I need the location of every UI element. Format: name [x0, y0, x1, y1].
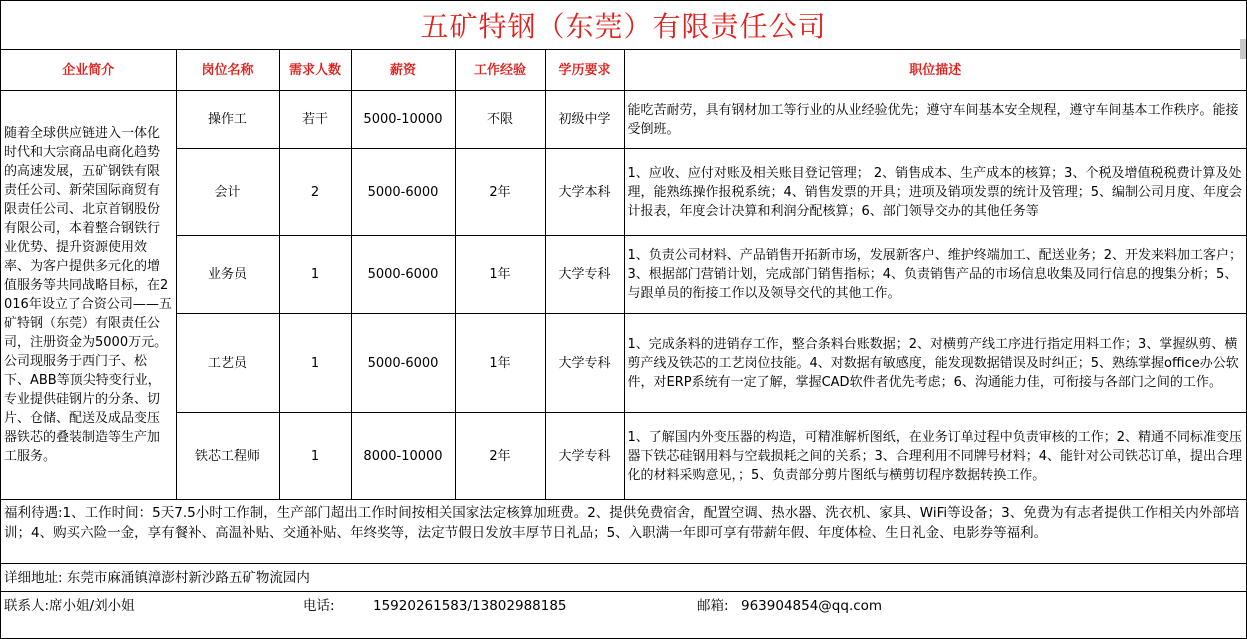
company-title: 五矿特钢（东莞）有限责任公司	[1, 1, 1246, 50]
job-education: 大学专科	[545, 413, 624, 500]
job-salary: 5000-10000	[351, 91, 455, 149]
scrollbar[interactable]	[1240, 39, 1246, 59]
job-count: 2	[279, 149, 351, 236]
contact-row	[1, 592, 1246, 620]
email-label: 邮箱:	[697, 598, 729, 614]
job-name: 工艺员	[176, 314, 279, 413]
header-salary: 薪资	[351, 50, 455, 91]
job-salary: 5000-6000	[351, 236, 455, 314]
table-row	[1, 413, 1246, 500]
job-description: 1、完成条料的进销存工作，整合条料台账数据；2、对横剪产线工序进行指定用料工作；3、掌握纵剪、横剪产线及铁芯的工艺岗位技能。4、对数据有敏感度，能发现数据错误及时纠正；5、熟练掌握office办公软件，对ERP系统有一定了解，掌握CAD软件者优先考虑；6、沟通能力佳，可衔接与各部门之间的工作。	[624, 314, 1246, 413]
company-intro: 随着全球供应链进入一体化时代和大宗商品电商化趋势的高速发展，五矿钢铁有限责任公司、新荣国际商贸有限责任公司、北京首钢股份有限公司，本着整合钢铁行业优势、提升资源使用效率、为客户提供多元化的增值服务等共同战略目标，在2016年设立了合资公司——五矿特钢（东莞）有限责任公司，注册资金为5000万元。公司现服务于西门子、松下、ABB等顶尖特变行业，专业提供硅钢片的分条、切片、仓储、配送及成品变压器铁芯的叠装制造等生产加工服务。	[1, 91, 176, 500]
job-education: 大学专科	[545, 236, 624, 314]
table-row	[1, 149, 1246, 236]
job-education: 初级中学	[545, 91, 624, 149]
job-education: 大学本科	[545, 149, 624, 236]
job-experience: 不限	[455, 91, 545, 149]
header-count: 需求人数	[279, 50, 351, 91]
header-row	[1, 50, 1246, 91]
job-count: 1	[279, 314, 351, 413]
header-education: 学历要求	[545, 50, 624, 91]
header-description: 职位描述	[624, 50, 1246, 91]
header-position: 岗位名称	[176, 50, 279, 91]
email-address: 963904854@qq.com	[741, 598, 883, 614]
job-name: 会计	[176, 149, 279, 236]
header-intro: 企业简介	[1, 50, 176, 91]
header-experience: 工作经验	[455, 50, 545, 91]
job-count: 1	[279, 413, 351, 500]
job-description: 1、了解国内外变压器的构造，可精准解析图纸，在业务订单过程中负责审核的工作；2、精通不同标准变压器下铁芯硅钢用料与空载损耗之间的关系；3、合理利用不同牌号材料；4、能针对公司铁芯订单，提出合理化的材料采购意见，；5、负责部分剪片图纸与横剪切程序数据转换工作。	[624, 413, 1246, 500]
table-row	[1, 236, 1246, 314]
job-table	[1, 50, 1246, 500]
job-salary: 5000-6000	[351, 314, 455, 413]
job-name: 业务员	[176, 236, 279, 314]
job-experience: 2年	[455, 149, 545, 236]
job-count: 1	[279, 236, 351, 314]
job-description: 能吃苦耐劳，具有钢材加工等行业的从业经验优先；遵守车间基本安全规程，遵守车间基本工作秩序。能接受倒班。	[624, 91, 1246, 149]
job-count: 若干	[279, 91, 351, 149]
phone-number: 15920261583/13802988185	[373, 598, 567, 614]
job-experience: 1年	[455, 314, 545, 413]
job-name: 操作工	[176, 91, 279, 149]
contact-person: 联系人:席小姐/刘小姐	[4, 598, 135, 614]
job-experience: 2年	[455, 413, 545, 500]
table-row	[1, 91, 1246, 149]
job-name: 铁芯工程师	[176, 413, 279, 500]
address-text: 详细地址: 东莞市麻涌镇漳澎村新沙路五矿物流园内	[1, 564, 1246, 592]
benefits-text: 福利待遇:1、工作时间：5天7.5小时工作制，生产部门超出工作时间按相关国家法定核算加班费。2、提供免费宿舍，配置空调、热水器、洗衣机、家具、WiFi等设备；3、免费为有志者提供工作相关内外部培训；4、购买六险一金，享有餐补、高温补贴、交通补贴、年终奖等，法定节假日发放丰厚节日礼品；5、入职满一年即可享有带薪年假、年度体检、生日礼金、电影券等福利。	[1, 500, 1246, 564]
job-salary: 5000-6000	[351, 149, 455, 236]
job-education: 大学专科	[545, 314, 624, 413]
job-salary: 8000-10000	[351, 413, 455, 500]
job-experience: 1年	[455, 236, 545, 314]
table-row	[1, 314, 1246, 413]
job-description: 1、应收、应付对账及相关账目登记管理； 2、销售成本、生产成本的核算；3、个税及增值税税费计算及处理，能熟练操作报税系统；4、销售发票的开具；进项及销项发票的统计及管理；5、编制公司月度、年度会计报表，年度会计决算和利润分配核算；6、部门领导交办的其他任务等	[624, 149, 1246, 236]
job-description: 1、负责公司材料、产品销售开拓新市场，发展新客户、维护终端加工、配送业务；2、开发来料加工客户；3、根据部门营销计划，完成部门销售指标；4、负责销售产品的市场信息收集及同行信息的搜集分析；5、与跟单员的衔接工作以及领导交代的其他工作。	[624, 236, 1246, 314]
phone-label: 电话:	[303, 598, 335, 614]
